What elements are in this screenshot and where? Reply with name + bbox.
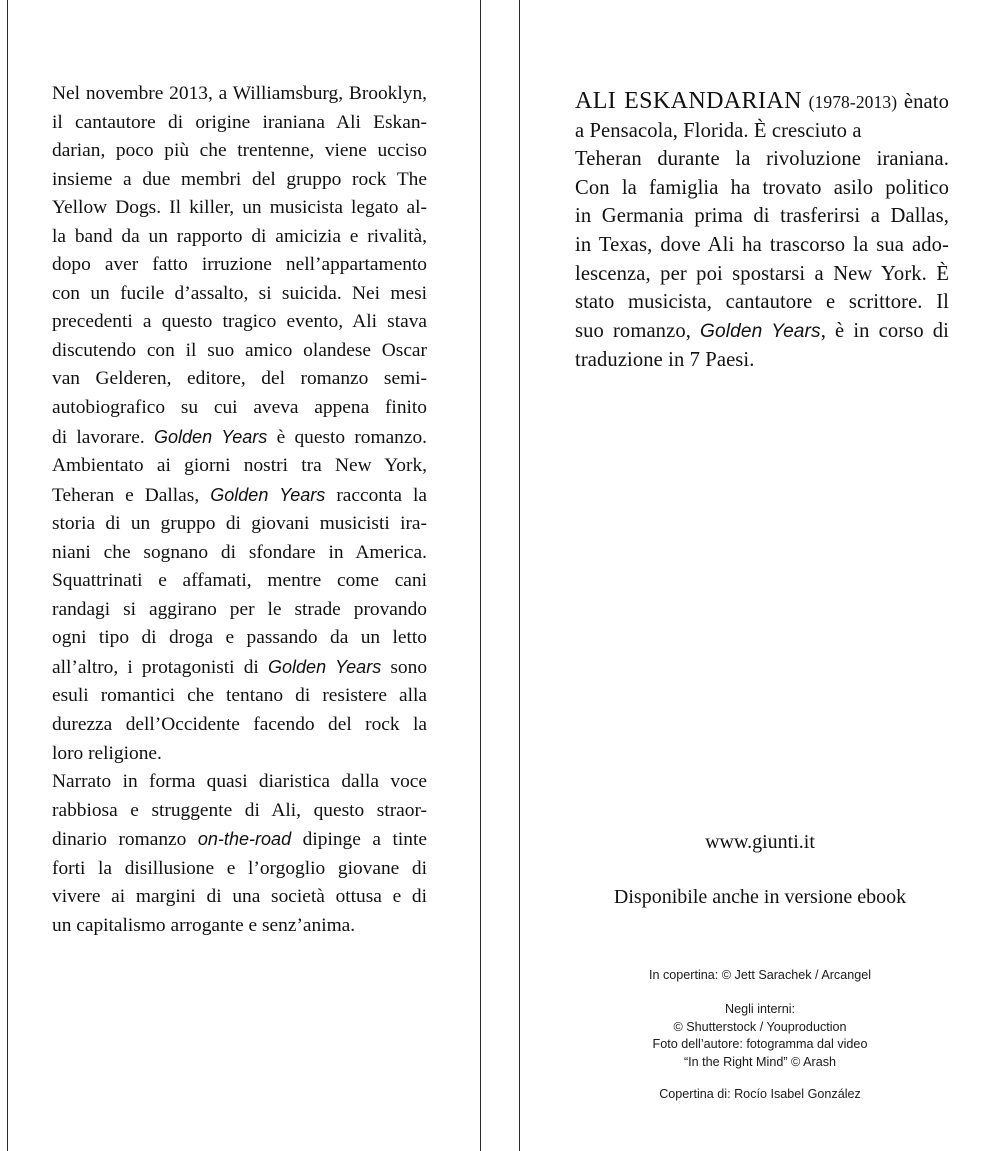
text-run: Ambientato ai giorni nostri tra New York,: [52, 455, 427, 477]
text-run: di lavorare.: [52, 426, 154, 448]
text-run: in Germania prima di trasferirsi a Dallas,: [575, 205, 949, 228]
left-fold-line: [7, 0, 8, 1151]
cover-credit: [555, 967, 965, 985]
text-run: rabbiosa e struggente di Ali, questo straor-: [52, 799, 427, 821]
text-run: Teheran e Dallas,: [52, 484, 211, 506]
author-years: (1978-2013): [808, 92, 898, 112]
interior-credits: [555, 1001, 965, 1071]
text-run: forti la disillusione e l’orgoglio giovane di: [52, 857, 427, 879]
text-run: , è in corso di: [820, 319, 949, 342]
text-run: Yellow Dogs. Il killer, un musicista legato al-: [52, 197, 427, 219]
interior-photo-credit: © Shutterstock / Youproduction: [673, 1019, 847, 1034]
bio-line: [575, 317, 949, 347]
text-run: Nel novembre 2013, a Williamsburg, Brooklyn,: [52, 83, 427, 104]
synopsis-line: [52, 653, 427, 683]
text-run: dinario romanzo: [52, 829, 198, 851]
author-bio-text: [575, 87, 949, 375]
bio-line: [575, 288, 949, 317]
italic-title: Golden Years: [210, 484, 326, 505]
text-run: esuli romantici che tentano di resistere alla: [52, 685, 427, 707]
text-run: Con la famiglia ha trovato asilo politico: [575, 176, 949, 199]
bio-line: [575, 174, 949, 203]
synopsis-line: [52, 251, 427, 280]
text-run: precedenti a questo tragico evento, Ali stava: [52, 311, 427, 333]
author-photo-credit: Foto dell’autore: fotogramma dal video: [652, 1037, 868, 1052]
right-fold-line: [519, 0, 520, 1151]
synopsis-line: [52, 596, 427, 625]
synopsis-line: [52, 883, 427, 912]
synopsis-line: [52, 365, 427, 394]
cover-credit-text: In copertina: © Jett Sarachek / Arcangel: [648, 968, 872, 982]
text-run: lescenza, per poi spostarsi a New York. È: [575, 262, 949, 285]
text-run: niani che sognano di sfondare in America.: [52, 541, 427, 563]
synopsis-line: [52, 166, 427, 195]
text-run: in Texas, dove Ali ha trascorso la sua ado-: [575, 233, 949, 256]
text-run: randagi si aggirano per le strade provando: [52, 598, 427, 620]
author-name: ALI ESKANDARIAN: [575, 88, 802, 114]
italic-title: on-the-road: [197, 829, 292, 850]
synopsis-text: [52, 80, 427, 940]
synopsis-line: [52, 394, 427, 423]
synopsis-line: [52, 711, 427, 740]
bio-line: è: [897, 91, 914, 113]
synopsis-line: [52, 682, 427, 711]
synopsis-line: [52, 912, 427, 941]
italic-title: Golden Years: [700, 320, 821, 342]
ebook-note: Disponibile anche in versione ebook: [613, 886, 907, 908]
text-run: stato musicista, cantautore e scrittore. Il: [575, 291, 949, 314]
text-run: discutendo con il suo amico olandese Oscar: [52, 339, 427, 361]
publisher-website[interactable]: www.giunti.it: [705, 831, 815, 853]
text-run: van Gelderen, editore, del romanzo semi-: [52, 368, 427, 390]
text-run: con un fucile d’assalto, si suicida. Nei mesi: [52, 282, 427, 304]
text-run: autobiografico su cui aveva appena finito: [52, 397, 427, 419]
text-run: dipinge a tinte: [291, 829, 427, 851]
text-run: racconta la: [325, 484, 427, 506]
synopsis-line: [52, 308, 427, 337]
cover-design-credit: [555, 1086, 965, 1104]
synopsis-line: [52, 481, 427, 511]
text-run: un capitalismo arrogante e senz’anima.: [52, 914, 356, 936]
synopsis-line: [52, 797, 427, 826]
text-run: insieme a due membri del gruppo rock The: [52, 168, 427, 190]
book-synopsis: [52, 80, 427, 940]
interior-heading: Negli interni:: [725, 1002, 795, 1016]
text-run: suo romanzo,: [575, 319, 701, 342]
text-run: Narrato in forma quasi diaristica dalla voce: [52, 771, 427, 793]
bio-line: [575, 346, 949, 375]
text-run: durezza dell’Occidente facendo del rock la: [52, 714, 427, 736]
synopsis-line: [52, 539, 427, 568]
text-run: è questo romanzo.: [267, 426, 428, 448]
text-run: all’altro, i protagonisti di: [52, 656, 268, 678]
text-run: storia di un gruppo di giovani musicisti ira-: [52, 513, 427, 535]
text-run: la band da un rapporto di amicizia e rivalità,: [52, 225, 427, 247]
synopsis-line: [52, 194, 427, 223]
author-bio: [575, 87, 949, 375]
synopsis-line: [52, 109, 427, 138]
text-run: il cantautore di origine iraniana Ali Eskan-: [52, 111, 427, 133]
author-photo-source: “In the Right Mind” © Arash: [683, 1054, 837, 1069]
synopsis-line: [52, 855, 427, 884]
bio-line: [575, 145, 949, 174]
author-bio-body: [575, 91, 949, 375]
center-fold-line: [480, 0, 481, 1151]
synopsis-line: [52, 137, 427, 166]
cover-design-credit-text: Copertina di: Rocío Isabel González: [659, 1087, 861, 1101]
synopsis-line: [52, 337, 427, 366]
synopsis-line: [52, 510, 427, 539]
text-run: Squattrinati e affamati, mentre come cani: [52, 570, 427, 592]
synopsis-line: [52, 567, 427, 596]
text-run: vivere ai margini di una società ottusa e di: [52, 886, 427, 908]
synopsis-line: [52, 452, 427, 481]
text-run: nato a Pensacola, Florida. È cresciuto a: [575, 91, 949, 142]
text-run: ogni tipo di droga e passando da un letto: [52, 627, 427, 649]
text-run: traduzione in 7 Paesi.: [575, 349, 755, 372]
synopsis-line: [52, 624, 427, 653]
bio-line: [575, 231, 949, 260]
italic-title: Golden Years: [267, 656, 382, 677]
italic-title: Golden Years: [153, 426, 268, 447]
text-run: sono: [381, 656, 428, 678]
bio-line: [575, 202, 949, 231]
synopsis-line: [52, 280, 427, 309]
synopsis-line: [52, 423, 427, 453]
synopsis-line: [52, 80, 427, 109]
synopsis-line: [52, 740, 427, 769]
text-run: loro religione.: [52, 742, 162, 764]
text-run: darian, poco più che trentenne, viene ucciso: [52, 140, 427, 162]
bio-line: [575, 260, 949, 289]
synopsis-line: [52, 825, 427, 855]
synopsis-line: [52, 768, 427, 797]
text-run: Teheran durante la rivoluzione iraniana.: [575, 148, 949, 171]
synopsis-line: [52, 223, 427, 252]
text-run: dopo aver fatto irruzione nell’appartamento: [52, 254, 427, 276]
